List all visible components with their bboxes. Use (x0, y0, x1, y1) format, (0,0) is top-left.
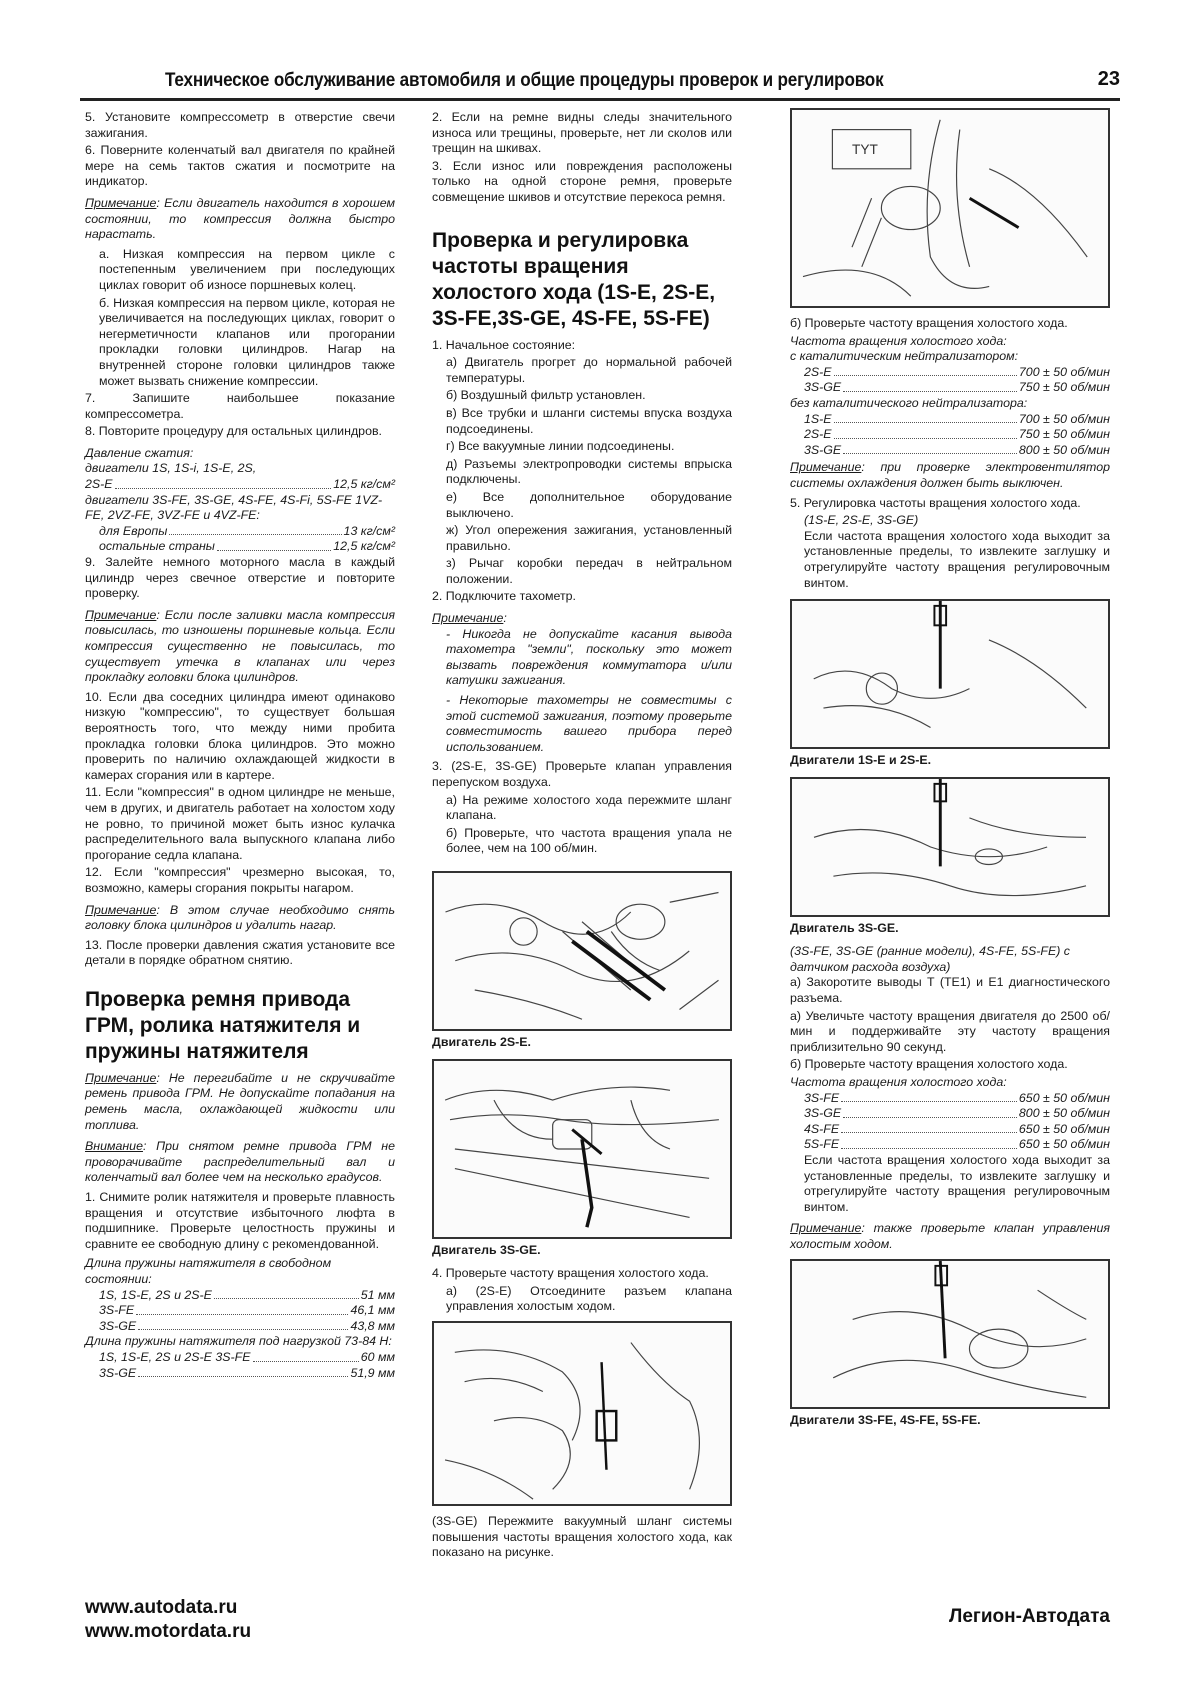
spec-group: без каталитического нейтрализатора: (790, 395, 1028, 410)
spec-value: 750 ± 50 об/мин (1018, 380, 1110, 395)
belt-step-2: 2. Если на ремне видны следы значительного износа или трещины, проверьте, нет ли сколов или трещин на шкивах. (432, 110, 732, 156)
spec-row (85, 1319, 395, 1335)
spec-value: 700 ± 50 об/мин (1018, 364, 1110, 379)
spec-row (790, 443, 1110, 459)
note (85, 608, 395, 686)
compression-spec-block (85, 446, 395, 555)
leader-dots (217, 539, 331, 551)
step-4-3s-ge: (3S-GE) Пережмите вакуумный шланг системы повышения частоты вращения холостого хода, как показано на рисунке. (432, 1513, 732, 1560)
leader-dots (834, 427, 1017, 439)
check-idle: б) Проверьте частоту вращения холостого хода. (790, 1057, 1068, 1072)
raise-rpm: а) Увеличьте частоту вращения двигателя до 2500 об/мин и поддерживайте эту частоту вращения приблизительно 90 секунд. (790, 1008, 1110, 1054)
warning-label: Внимание (85, 1139, 143, 1154)
spec-row (790, 1106, 1110, 1122)
engine-illustration-icon (434, 1323, 730, 1504)
note-text: : Если двигатель находится в хорошем состоянии, то компрессия должна быстро нарастать. (85, 195, 395, 242)
spec-value: 51 мм (360, 1287, 395, 1302)
step-4a: а) (2S-E) Отсоедините разъем клапана управления холостым ходом. (446, 1283, 732, 1314)
spec-row (790, 365, 1110, 381)
leader-dots (138, 1366, 348, 1378)
spec-row (790, 412, 1110, 428)
spec-row (790, 380, 1110, 396)
middle-column (432, 110, 732, 1563)
condition-g: ж) Угол опережения зажигания, установленный правильно. (446, 523, 732, 553)
spec-group: с каталитическим нейтрализатором: (790, 349, 1019, 364)
spec-key: 2S-E (85, 477, 113, 492)
spring-spec-block (85, 1256, 395, 1381)
spec-row (790, 1122, 1110, 1138)
spec-value: 650 ± 50 об/мин (1018, 1090, 1110, 1105)
footer-links (85, 1596, 251, 1644)
spec-row (85, 477, 395, 493)
note-item: - Никогда не допускайте касания вывода тахометра "земли", поскольку это может вызвать повреждения коммутатора и/или катушки зажигания. (446, 626, 732, 688)
spec-row (85, 1303, 395, 1319)
spec-key: 3S-GE (99, 1365, 137, 1380)
step-13: 13. После проверки давления сжатия установите все детали в порядке обратном снятию. (85, 937, 395, 968)
spec-row (790, 1091, 1110, 1107)
warning-text: : При снятом ремне привода ГРМ не проворачивайте распределительный вал и коленчатый вал более чем на несколько градусов. (85, 1139, 395, 1185)
spec-row (790, 1137, 1110, 1153)
step-11: 11. Если "компрессия" в одном цилиндре не меньше, чем в других, и двигатель работает на холостом ходу не ровно, то причиной может быть износ кулачка распределительного вала выпускного клапана либо прогорание седла клапана. (85, 785, 395, 862)
url-autodata[interactable]: www.autodata.ru (85, 1597, 238, 1618)
engine-illustration-icon (792, 779, 1108, 915)
note (85, 903, 395, 934)
belt-step-1: 1. Снимите ролик натяжителя и проверьте плавность вращения и отсутствие избыточного люфта в подшипнике. Проверьте целостность пружины и сравните ее свободную длину с рекомендованной. (85, 1190, 395, 1251)
note-label-line: Примечание: (432, 611, 507, 626)
short-terminals: а) Закоротите выводы Т (ТЕ1) и Е1 диагностического разъема. (790, 975, 1110, 1006)
spec-row (85, 1288, 395, 1304)
spec-value: 800 ± 50 об/мин (1018, 1106, 1110, 1121)
spec-key: 1S, 1S-E, 2S и 2S-E 3S-FE (99, 1349, 251, 1364)
page-header (80, 66, 1120, 104)
figure-caption: Двигатель 2S-E. (432, 1034, 531, 1049)
publisher-name: Легион-Автодата (949, 1606, 1110, 1627)
idle-step-3: 3. (2S-E, 3S-GE) Проверьте клапан управления перепуском воздуха. (432, 759, 732, 789)
spec-title: Длина пружины натяжителя в свободном состоянии: (85, 1256, 332, 1286)
spec-key: 3S-GE (99, 1318, 137, 1333)
step-b-check-idle: б) Проверьте частоту вращения холостого хода. (790, 316, 1068, 330)
step-10: 10. Если два соседних цилиндра имеют одинаково низкую "компрессию", то существует большая вероятность того, что между ними пробита прокладка головки блока цилиндров. Это можно проверить по наличию охлаждающей жидкости в камерах сгорания или в картере. (85, 689, 395, 782)
leader-dots (834, 365, 1017, 377)
figure-3s-fe-4s-fe-5s-fe (790, 1259, 1110, 1409)
spec-key: 3S-GE (804, 442, 842, 457)
spec-value: 750 ± 50 об/мин (1018, 427, 1110, 442)
belt-step-3: 3. Если износ или повреждения расположены только на одной стороне ремня, проверьте совмещение шкивов и отсутствие перекоса ремня. (432, 158, 732, 204)
running-title: Техническое обслуживание автомобиля и общие процедуры проверок и регулировок (165, 70, 884, 91)
step-3a: а) На режиме холостого хода пережмите шланг клапана. (446, 792, 732, 823)
spec-key: 3S-FE (99, 1303, 135, 1318)
figure-2s-e-pliers (432, 871, 732, 1031)
engine-illustration-icon (792, 1261, 1108, 1407)
spec-value: 43,8 мм (350, 1318, 395, 1333)
leader-dots (138, 1319, 348, 1331)
condition-a: а) Двигатель прогрет до нормальной рабочей температуры. (446, 355, 732, 385)
engine-illustration-icon (434, 873, 730, 1029)
spec-value: 12,5 кг/см² (333, 539, 395, 554)
engine-illustration-icon (792, 601, 1108, 747)
spec-key: 1S-E (804, 411, 832, 426)
note-label: Примечание (85, 607, 157, 622)
step-7: 7. Запишите наибольшее показание компрессометра. (85, 391, 395, 421)
engine-illustration-icon (792, 110, 1108, 306)
spec-value: 13 кг/см² (343, 523, 395, 538)
condition-h: з) Рычаг коробки передач в нейтральном положении. (446, 556, 732, 586)
spec-value: 800 ± 50 об/мин (1018, 442, 1110, 457)
spec-key: 3S-GE (804, 1106, 842, 1121)
spec-key: 2S-E (804, 427, 832, 442)
note (790, 1221, 1110, 1252)
figure-tachometer (790, 108, 1110, 308)
spec-value: 46,1 мм (350, 1303, 395, 1318)
step-12: 12. Если "компрессия" чрезмерно высокая, то, возможно, камеры сгорания покрыты нагаром. (85, 865, 395, 895)
spec-group: двигатели 3S-FE, 3S-GE, 4S-FE, 4S-Fi, 5S-FE 1VZ-FE, 2VZ-FE, 3VZ-FE и 4VZ-FE: (85, 492, 383, 523)
note-text: : при проверке электровентилятор системы охлаждения должен быть выключен. (790, 460, 1110, 490)
figure-hand-connector (432, 1321, 732, 1506)
figure-1s-e-2s-e (790, 599, 1110, 749)
svg-text:TYT: TYT (852, 142, 878, 158)
engine-illustration-icon (434, 1061, 730, 1237)
section-heading-timing-belt: Проверка ремня привода ГРМ, ролика натяжителя и пружины натяжителя (85, 987, 361, 1063)
idle-step-2: 2. Подключите тахометр. (432, 589, 576, 604)
spec-title: Частота вращения холостого хода: (790, 1075, 1007, 1090)
figure-3s-ge-hose (432, 1059, 732, 1239)
spec-row (790, 427, 1110, 443)
condition-b: б) Воздушный фильтр установлен. (446, 388, 646, 403)
leader-dots (843, 1106, 1017, 1118)
spec-row (85, 539, 395, 555)
spec-value: 51,9 мм (350, 1365, 395, 1380)
spec-title: Давление сжатия: (85, 445, 194, 460)
model-list: (1S-E, 2S-E, 3S-GE) (804, 513, 919, 528)
section-heading-idle-speed: Проверка и регулировка частоты вращения холостого хода (1S-E, 2S-E, 3S-FE,3S-GE, 4S-FE, 5S-FE) (432, 228, 716, 330)
spec-key: 3S-GE (804, 380, 842, 395)
leader-dots (115, 477, 332, 489)
spec-title: Длина пружины натяжителя под нагрузкой 73-84 Н: (85, 1334, 392, 1349)
note-label: Примечание (790, 1221, 862, 1236)
right-column (790, 108, 1110, 1436)
note-label: Примечание (85, 902, 157, 917)
header-divider (80, 98, 1120, 101)
note-label: Примечание (790, 460, 862, 475)
spec-key: для Европы (99, 523, 168, 538)
spec-row (85, 524, 395, 540)
note-text: : Не перегибайте и не скручивайте ремень привода ГРМ. Не допускайте попадания на ремень масла, охлаждающей жидкости или топлива. (85, 1070, 395, 1132)
leader-dots (136, 1303, 348, 1315)
step-9: 9. Залейте немного моторного масла в каждый цилиндр через свечное отверстие и повторите проверку. (85, 555, 395, 601)
idle-step-1: 1. Начальное состояние: (432, 337, 576, 352)
figure-caption: Двигатели 1S-E и 2S-E. (790, 753, 932, 768)
left-column (85, 110, 395, 1381)
spec-key: 2S-E (804, 364, 832, 379)
spec-row (85, 1366, 395, 1382)
note-label: Примечание (85, 1070, 157, 1085)
condition-f: е) Все дополнительное оборудование выключено. (446, 489, 732, 520)
spec-key: 4S-FE (804, 1121, 840, 1136)
warning (85, 1139, 395, 1186)
note-text: : В этом случае необходимо снять головку блока цилиндров и удалить нагар. (85, 902, 395, 933)
figure-caption: Двигатели 3S-FE, 4S-FE, 5S-FE. (790, 1412, 981, 1427)
leader-dots (843, 380, 1017, 392)
note-text: : Если после заливки масла компрессия повысилась, то изношены поршневые кольца. Если компрессия существенно не повысилась, то существует утечка в клапанах или через прокладку головки блока цилиндров. (85, 607, 395, 685)
leader-dots (169, 524, 341, 536)
step-5: 5. Установите компрессометр в отверстие свечи зажигания. (85, 110, 395, 140)
leader-dots (841, 1137, 1017, 1149)
leader-dots (834, 412, 1017, 424)
condition-d: г) Все вакуумные линии подсоединены. (446, 439, 675, 454)
leader-dots (841, 1091, 1017, 1103)
note-label: Примечание (85, 195, 157, 210)
condition-e: д) Разъемы электропроводки системы впрыска подключены. (446, 456, 732, 487)
figure-caption: Двигатель 3S-GE. (432, 1242, 541, 1257)
leader-dots (843, 443, 1017, 455)
spec-group: двигатели 1S, 1S-i, 1S-E, 2S, (85, 461, 257, 476)
adjust-text: Если частота вращения холостого хода выходит за установленные пределы, то извлеките заглушку и отрегулируйте частоту вращения регулировочным винтом. (804, 528, 1110, 590)
step-5b: б. Низкая компрессия на первом цикле, которая не увеличивается на последующих циклах, говорит о негерметичности клапанов или прогорании прокладки головки цилиндров. Нагар на внутренней стороне головки цилиндров также может вызвать снижение компрессии. (99, 295, 395, 388)
model-list: (3S-FE, 3S-GE (ранние модели), 4S-FE, 5S-FE) с датчиком расхода воздуха) (790, 944, 1071, 974)
spec-key: 3S-FE (804, 1090, 840, 1105)
spec-key: остальные страны (99, 539, 215, 554)
spec-value: 700 ± 50 об/мин (1018, 411, 1110, 426)
spec-row (85, 1350, 395, 1366)
adjust-text: Если частота вращения холостого хода выходит за установленные пределы, то извлеките заглушку и отрегулируйте частоту вращения регулировочным винтом. (804, 1153, 1110, 1214)
spec-value: 12,5 кг/см² (333, 477, 395, 492)
condition-c: в) Все трубки и шланги системы впуска воздуха подсоединены. (446, 405, 732, 436)
note-text: : также проверьте клапан управления холостым ходом. (790, 1221, 1110, 1251)
step-8: 8. Повторите процедуру для остальных цилиндров. (85, 424, 382, 439)
idle-step-4: 4. Проверьте частоту вращения холостого хода. (432, 1266, 709, 1281)
note (85, 196, 395, 243)
spec-key: 5S-FE (804, 1137, 840, 1152)
note-label: Примечание (432, 611, 504, 626)
figure-caption: Двигатель 3S-GE. (790, 920, 899, 935)
spec-value: 650 ± 50 об/мин (1018, 1121, 1110, 1136)
step-6: 6. Поверните коленчатый вал двигателя по крайней мере на семь тактов сжатия и посмотрите на индикатор. (85, 143, 395, 189)
spec-value: 650 ± 50 об/мин (1018, 1137, 1110, 1152)
idle-step-5: 5. Регулировка частоты вращения холостого хода. (790, 495, 1081, 510)
leader-dots (841, 1122, 1017, 1134)
step-5a: а. Низкая компрессия на первом цикле с постепенным увеличением при последующих циклах говорит об износе поршневых колец. (99, 246, 395, 292)
url-motordata[interactable]: www.motordata.ru (85, 1621, 252, 1642)
leader-dots (214, 1288, 359, 1300)
page-number: 23 (1097, 68, 1120, 90)
spec-key: 1S, 1S-E, 2S и 2S-E (99, 1287, 212, 1302)
figure-3s-ge-screw (790, 777, 1110, 917)
note (85, 1071, 395, 1133)
step-3b: б) Проверьте, что частота вращения упала не более, чем на 100 об/мин. (446, 825, 732, 856)
note-item: - Некоторые тахометры не совместимы с этой системой зажигания, поэтому проверьте совместимость вашего прибора перед использованием. (446, 693, 732, 754)
spec-value: 60 мм (360, 1349, 395, 1364)
spec-title: Частота вращения холостого хода: (790, 333, 1007, 348)
note (790, 460, 1110, 491)
leader-dots (253, 1350, 359, 1362)
